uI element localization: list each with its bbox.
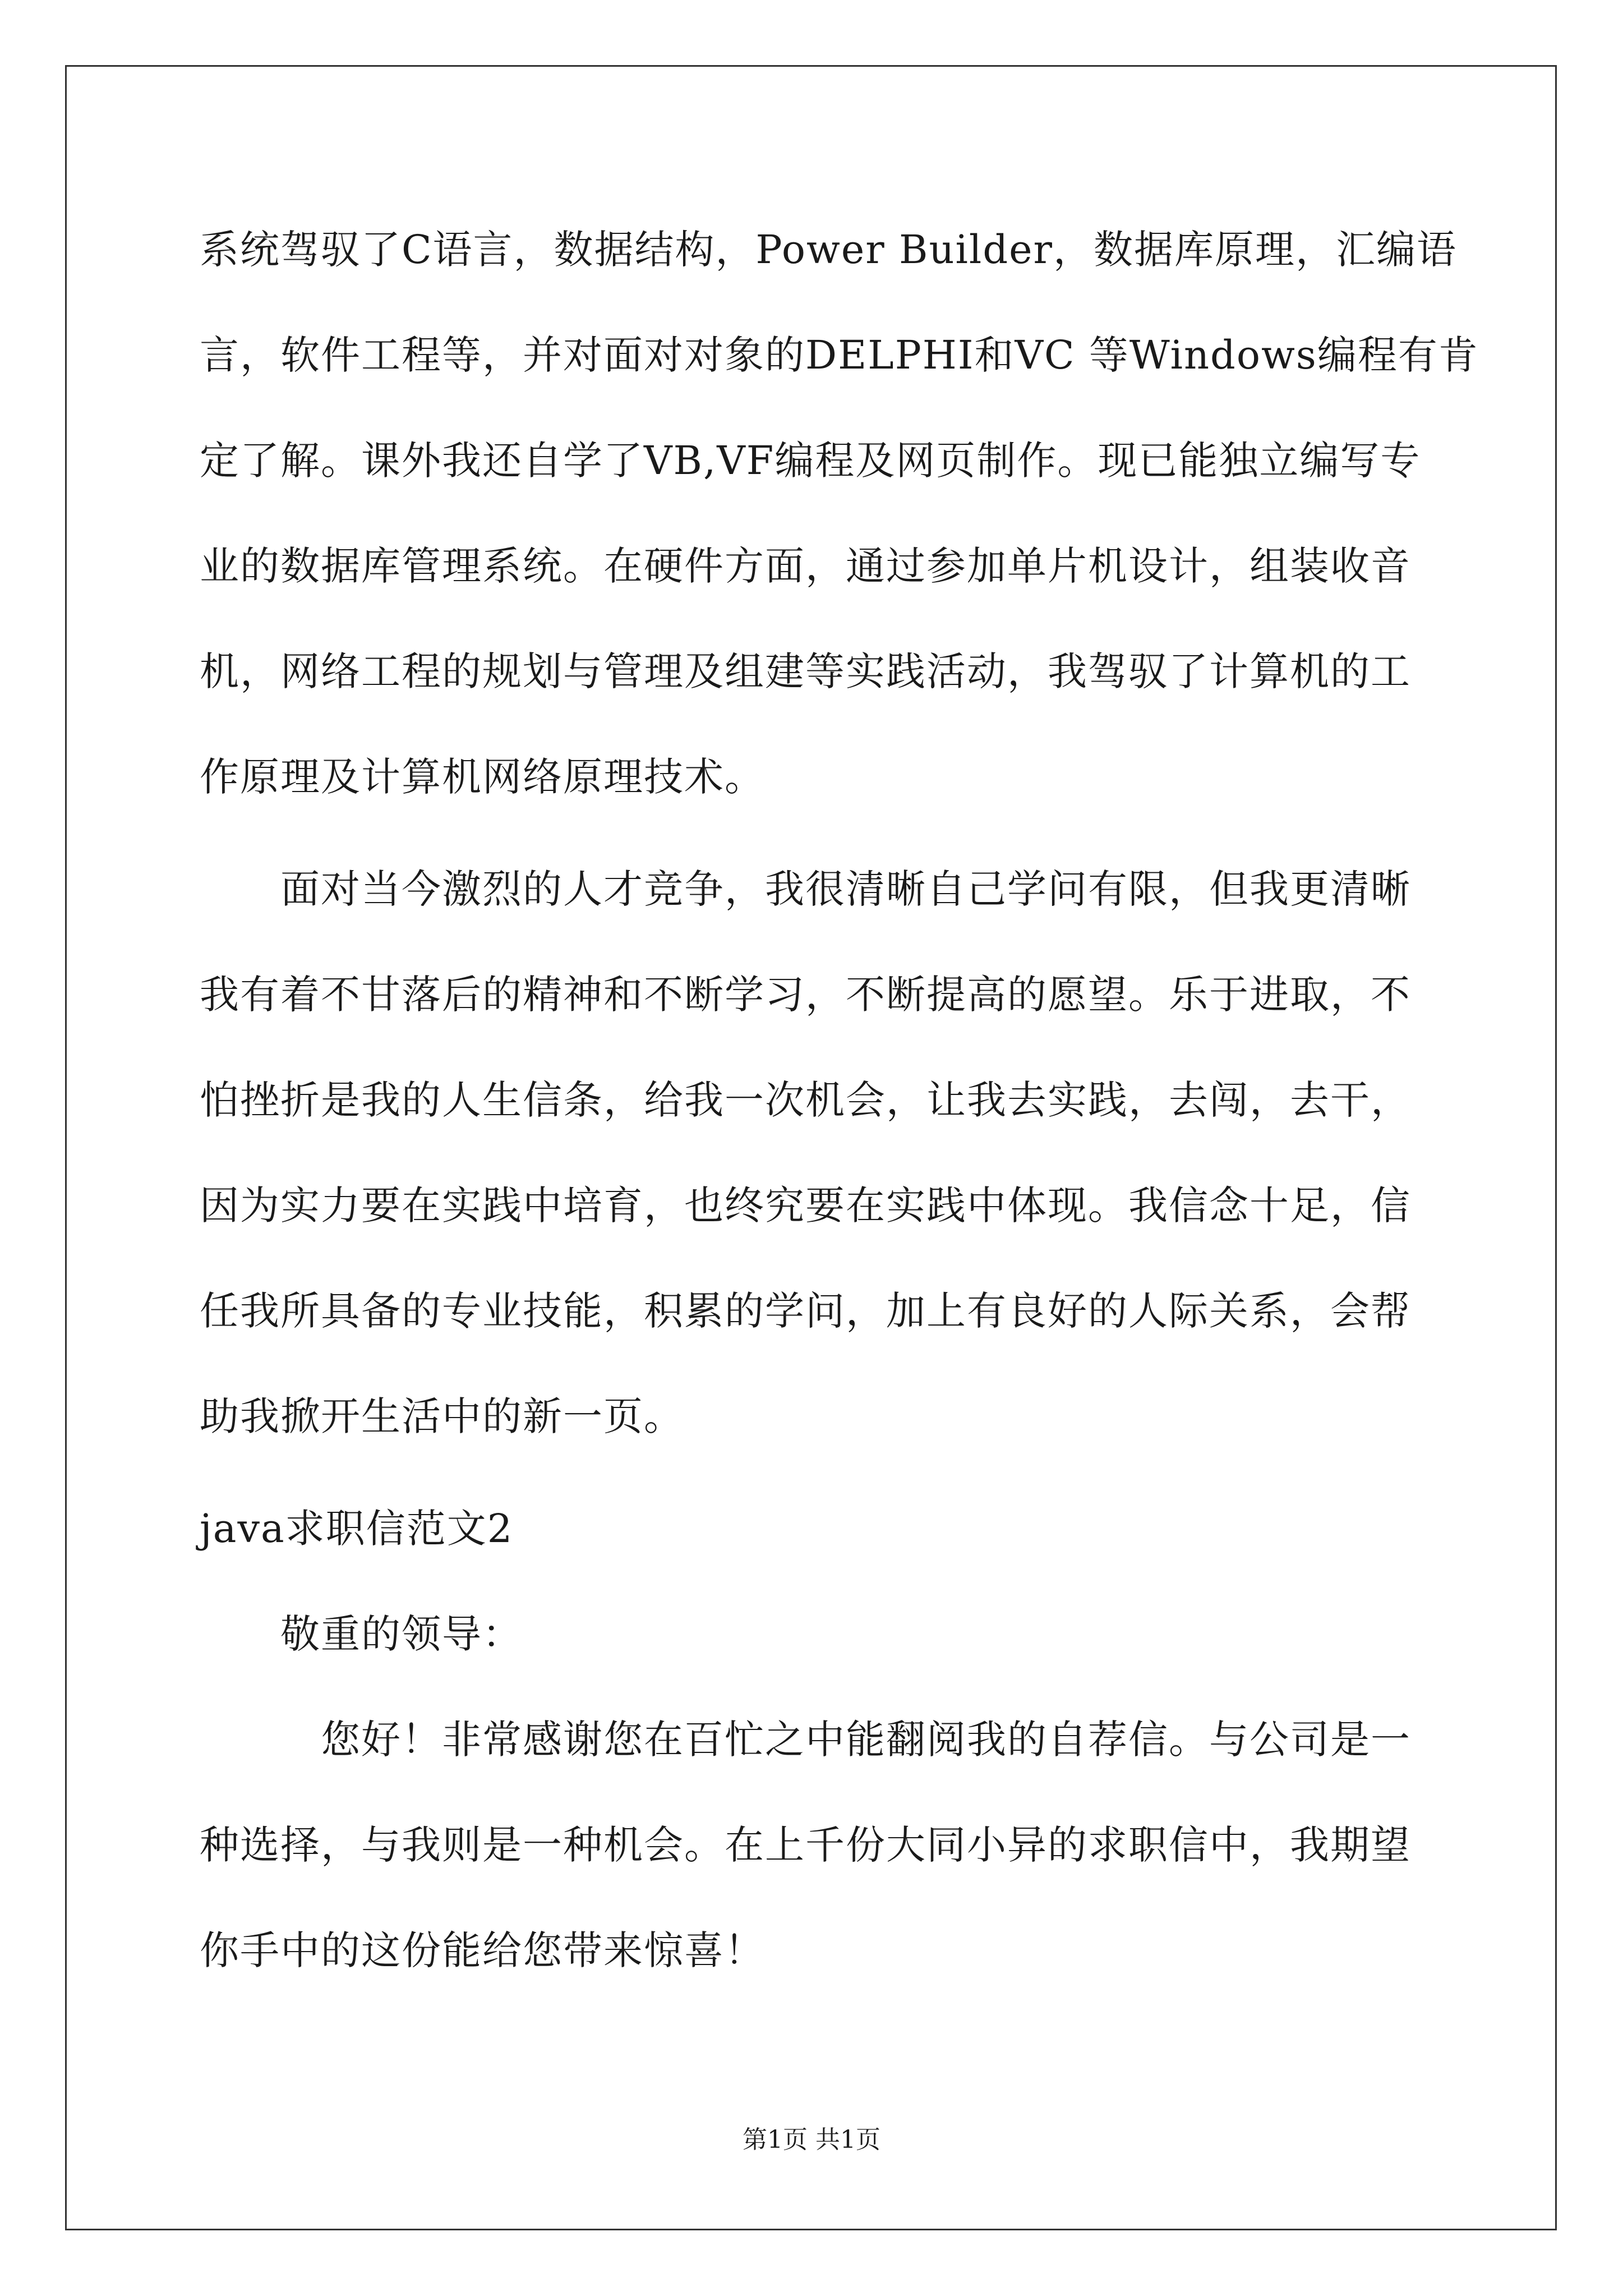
paragraph-1-line-2: 言，软件工程等，并对面对对象的DELPHI和VC 等Windows编程有肯: [200, 332, 1479, 378]
paragraph-2-line-3: 怕挫折是我的人生信条，给我一次机会，让我去实践，去闯，去干，: [200, 1077, 1411, 1123]
paragraph-3-line-2: 种选择，与我则是一种机会。在上千份大同小异的求职信中，我期望: [200, 1822, 1411, 1868]
paragraph-1-line-1: 系统驾驭了C语言，数据结构，Power Builder，数据库原理，汇编语: [200, 227, 1458, 273]
paragraph-2-line-2: 我有着不甘落后的精神和不断学习，不断提高的愿望。乐于进取，不: [200, 972, 1411, 1018]
section-title: java求职信范文2: [200, 1506, 514, 1552]
paragraph-2-line-4: 因为实力要在实践中培育，也终究要在实践中体现。我信念十足，信: [200, 1182, 1411, 1228]
paragraph-1-line-3: 定了解。课外我还自学了VB,VF编程及网页制作。现已能独立编写专: [200, 438, 1421, 484]
page-border: [65, 65, 1557, 2230]
paragraph-3-line-1: 您好！非常感谢您在百忙之中能翻阅我的自荐信。与公司是一: [321, 1717, 1411, 1763]
paragraph-2-line-1: 面对当今激烈的人才竞争，我很清晰自己学问有限，但我更清晰: [280, 866, 1411, 912]
paragraph-3-line-3: 你手中的这份能给您带来惊喜！: [200, 1927, 765, 1973]
paragraph-2-line-5: 任我所具备的专业技能，积累的学问，加上有良好的人际关系，会帮: [200, 1288, 1411, 1334]
paragraph-1-line-4: 业的数据库管理系统。在硬件方面，通过参加单片机设计，组装收音: [200, 543, 1411, 589]
paragraph-1-line-5: 机，网络工程的规划与管理及组建等实践活动，我驾驭了计算机的工: [200, 648, 1411, 694]
salutation: 敬重的领导：: [280, 1611, 523, 1657]
paragraph-1-line-6: 作原理及计算机网络原理技术。: [200, 754, 765, 800]
page-number-footer: 第1页 共1页: [743, 2125, 880, 2154]
paragraph-2-line-6: 助我掀开生活中的新一页。: [200, 1393, 684, 1439]
